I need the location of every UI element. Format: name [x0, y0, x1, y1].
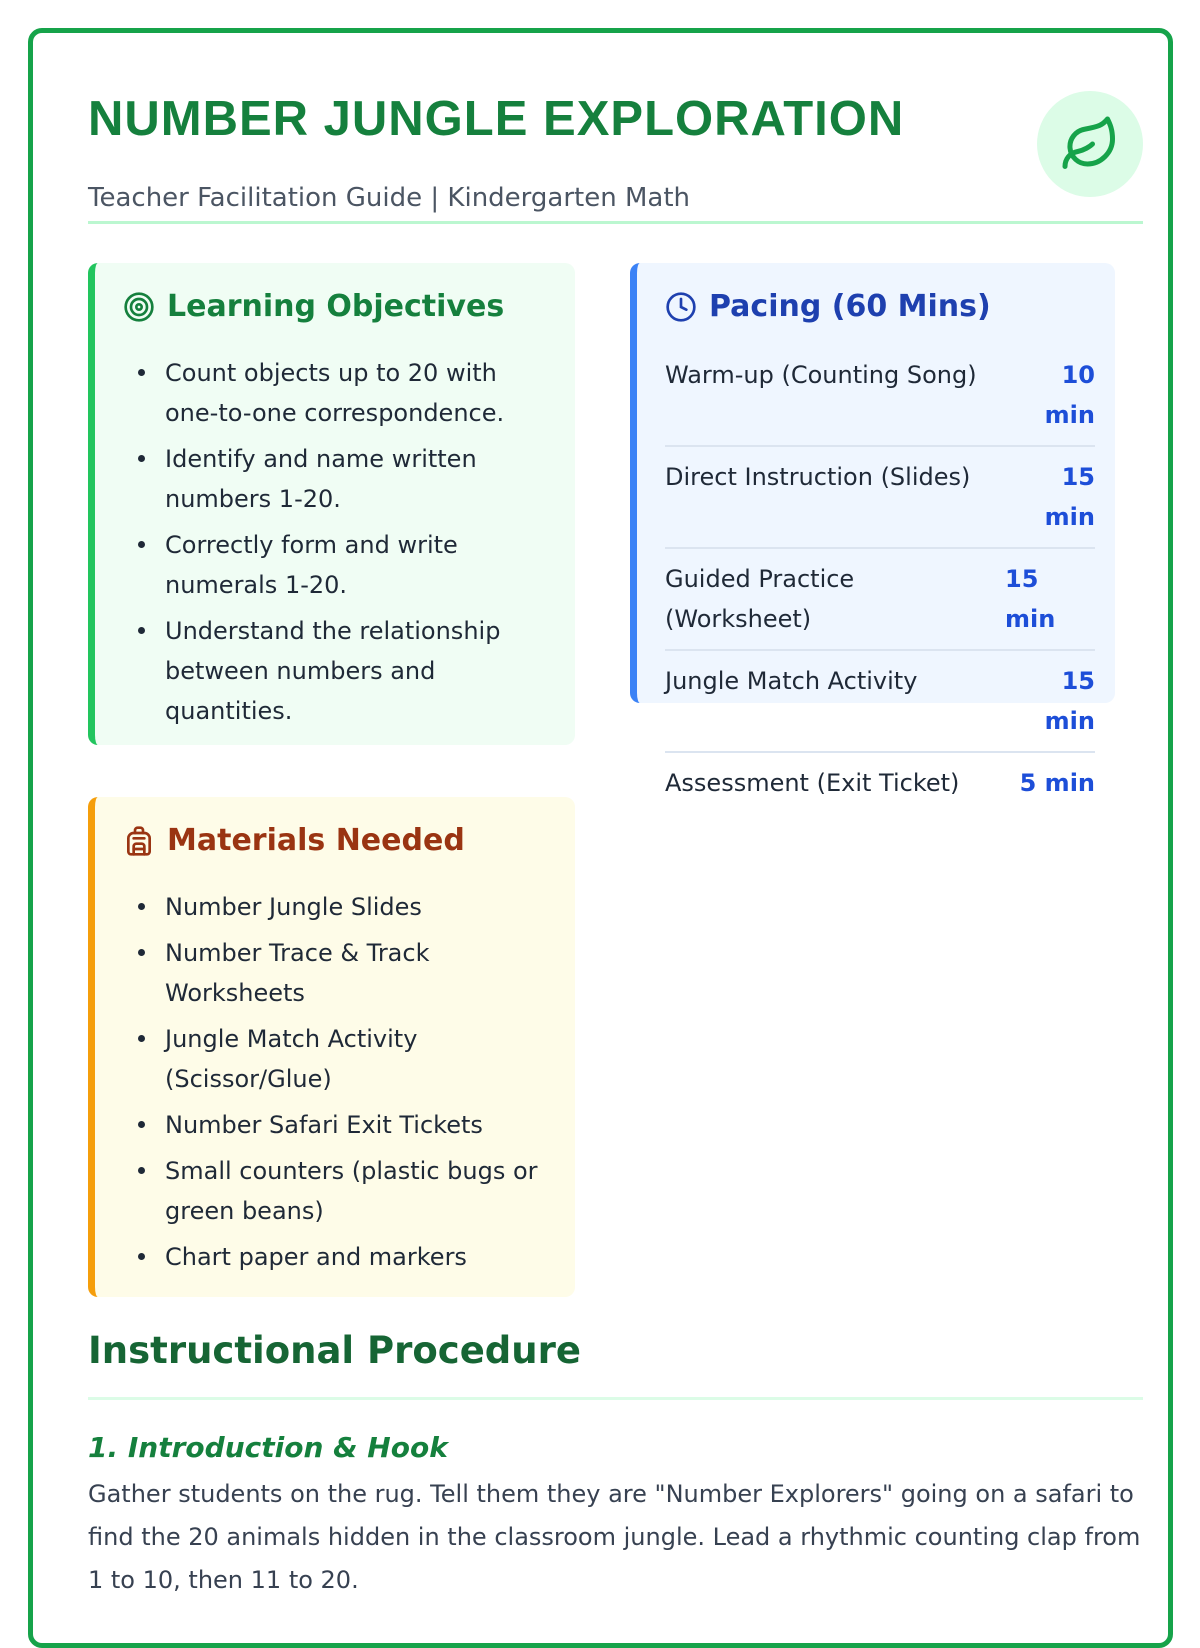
backpack-icon	[123, 825, 155, 857]
page-subtitle: Teacher Facilitation Guide | Kindergarten Math	[88, 183, 690, 213]
page-header	[88, 91, 1143, 256]
clock-icon	[665, 291, 697, 323]
list-item: Understand the relationship between numbers and quantities.	[135, 611, 555, 731]
pacing-label: Assessment (Exit Ticket)	[665, 769, 960, 797]
list-item: Jungle Match Activity (Scissor/Glue)	[135, 1019, 555, 1099]
materials-card	[88, 797, 575, 1297]
pacing-heading: Pacing (60 Mins)	[709, 289, 991, 324]
lesson-guide-page	[28, 28, 1173, 1648]
list-item: Correctly form and write numerals 1-20.	[135, 525, 555, 605]
pacing-row	[665, 753, 1095, 813]
materials-list	[135, 887, 555, 1283]
pacing-row	[665, 651, 1095, 753]
objectives-header	[123, 289, 504, 324]
materials-heading: Materials Needed	[167, 823, 465, 858]
target-icon	[123, 291, 155, 323]
objectives-heading: Learning Objectives	[167, 289, 505, 324]
objectives-card	[88, 263, 575, 745]
pacing-card	[630, 263, 1115, 797]
procedure-divider	[88, 1397, 1143, 1400]
pacing-row	[665, 345, 1095, 447]
step-title: 1. Introduction & Hook	[88, 1431, 448, 1464]
pacing-list	[665, 345, 1095, 813]
list-item: Identify and name written numbers 1-20.	[135, 439, 555, 519]
list-item: Number Safari Exit Tickets	[135, 1105, 555, 1145]
list-item: Number Trace & Track Worksheets	[135, 933, 555, 1013]
list-item: Count objects up to 20 with one-to-one correspondence.	[135, 353, 555, 433]
list-item: Chart paper and markers	[135, 1237, 555, 1277]
pacing-time: 15 min	[1044, 463, 1095, 531]
pacing-label: Warm-up (Counting Song)	[665, 361, 977, 389]
page-title: NUMBER JUNGLE EXPLORATION	[88, 92, 905, 146]
pacing-time: 15 min	[1044, 667, 1095, 735]
pacing-header	[665, 289, 991, 324]
pacing-label: Direct Instruction (Slides)	[665, 463, 971, 491]
pacing-time: 10 min	[1044, 361, 1095, 429]
list-item: Small counters (plastic bugs or green beans)	[135, 1151, 555, 1231]
leaf-badge	[1037, 91, 1143, 197]
leaf-icon	[1060, 114, 1120, 174]
pacing-time: 5 min	[1019, 769, 1095, 797]
pacing-row	[665, 447, 1095, 549]
materials-header	[123, 823, 465, 858]
header-divider	[88, 221, 1143, 224]
objectives-list	[135, 353, 555, 737]
pacing-time: 15 min	[1005, 565, 1056, 633]
pacing-label: Guided Practice (Worksheet)	[665, 565, 855, 633]
step-body: Gather students on the rug. Tell them they are "Number Explorers" going on a safari to find the 20 animals hidden in the classroom jungle. Lead a rhythmic counting clap from 1 to 10, then 11 to 20.	[88, 1480, 1141, 1594]
procedure-heading: Instructional Procedure	[88, 1329, 581, 1372]
pacing-row	[665, 549, 1095, 651]
list-item: Number Jungle Slides	[135, 887, 555, 927]
pacing-label: Jungle Match Activity	[665, 667, 918, 695]
